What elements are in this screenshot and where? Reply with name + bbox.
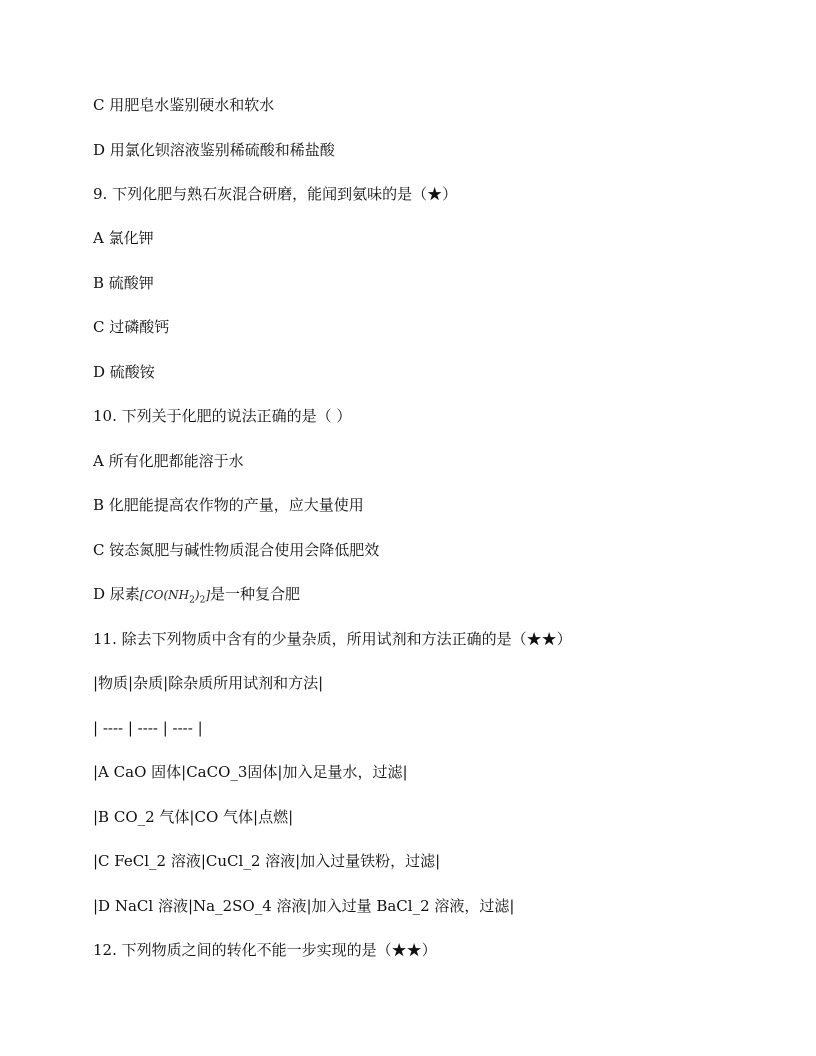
q10-option-c: C 铵态氮肥与碱性物质混合使用会降低肥效 xyxy=(93,541,380,559)
table-row-d: |D NaCl 溶液|Na_2SO_4 溶液|加入过量 BaCl_2 溶液，过滤| xyxy=(93,897,515,915)
table-separator-row: | ---- | ---- | ---- | xyxy=(93,719,203,737)
option-c-line: C 用肥皂水鉴别硬水和软水 xyxy=(93,96,275,114)
question-10: 10. 下列关于化肥的说法正确的是（ ） xyxy=(93,407,352,425)
urea-formula: $[CO(NH_2)_2]$ xyxy=(139,588,210,606)
q9-option-b: B 硫酸钾 xyxy=(93,274,154,292)
q10-option-b: B 化肥能提高农作物的产量，应大量使用 xyxy=(93,496,364,514)
option-d-line: D 用氯化钡溶液鉴别稀硫酸和稀盐酸 xyxy=(93,141,335,159)
table-header-row: |物质|杂质|除杂质所用试剂和方法| xyxy=(93,674,324,692)
table-row-c: |C FeCl_2 溶液|CuCl_2 溶液|加入过量铁粉，过滤| xyxy=(93,852,441,870)
q10-option-d xyxy=(93,585,300,609)
q10-option-d-label: D 尿素 xyxy=(93,585,140,603)
question-11: 11. 除去下列物质中含有的少量杂质，所用试剂和方法正确的是（★★） xyxy=(93,630,572,648)
question-12: 12. 下列物质之间的转化不能一步实现的是（★★） xyxy=(93,941,437,959)
question-9: 9. 下列化肥与熟石灰混合研磨，能闻到氨味的是（★） xyxy=(93,185,458,203)
table-row-b: |B CO_2 气体|CO 气体|点燃| xyxy=(93,808,294,826)
q9-option-d: D 硫酸铵 xyxy=(93,363,155,381)
q9-option-a: A 氯化钾 xyxy=(93,229,154,247)
q10-option-a: A 所有化肥都能溶于水 xyxy=(93,452,244,470)
q10-option-d-tail: 是一种复合肥 xyxy=(210,585,301,603)
table-row-a: |A CaO 固体|CaCO_3固体|加入足量水，过滤| xyxy=(93,763,408,781)
q9-option-c: C 过磷酸钙 xyxy=(93,318,170,336)
